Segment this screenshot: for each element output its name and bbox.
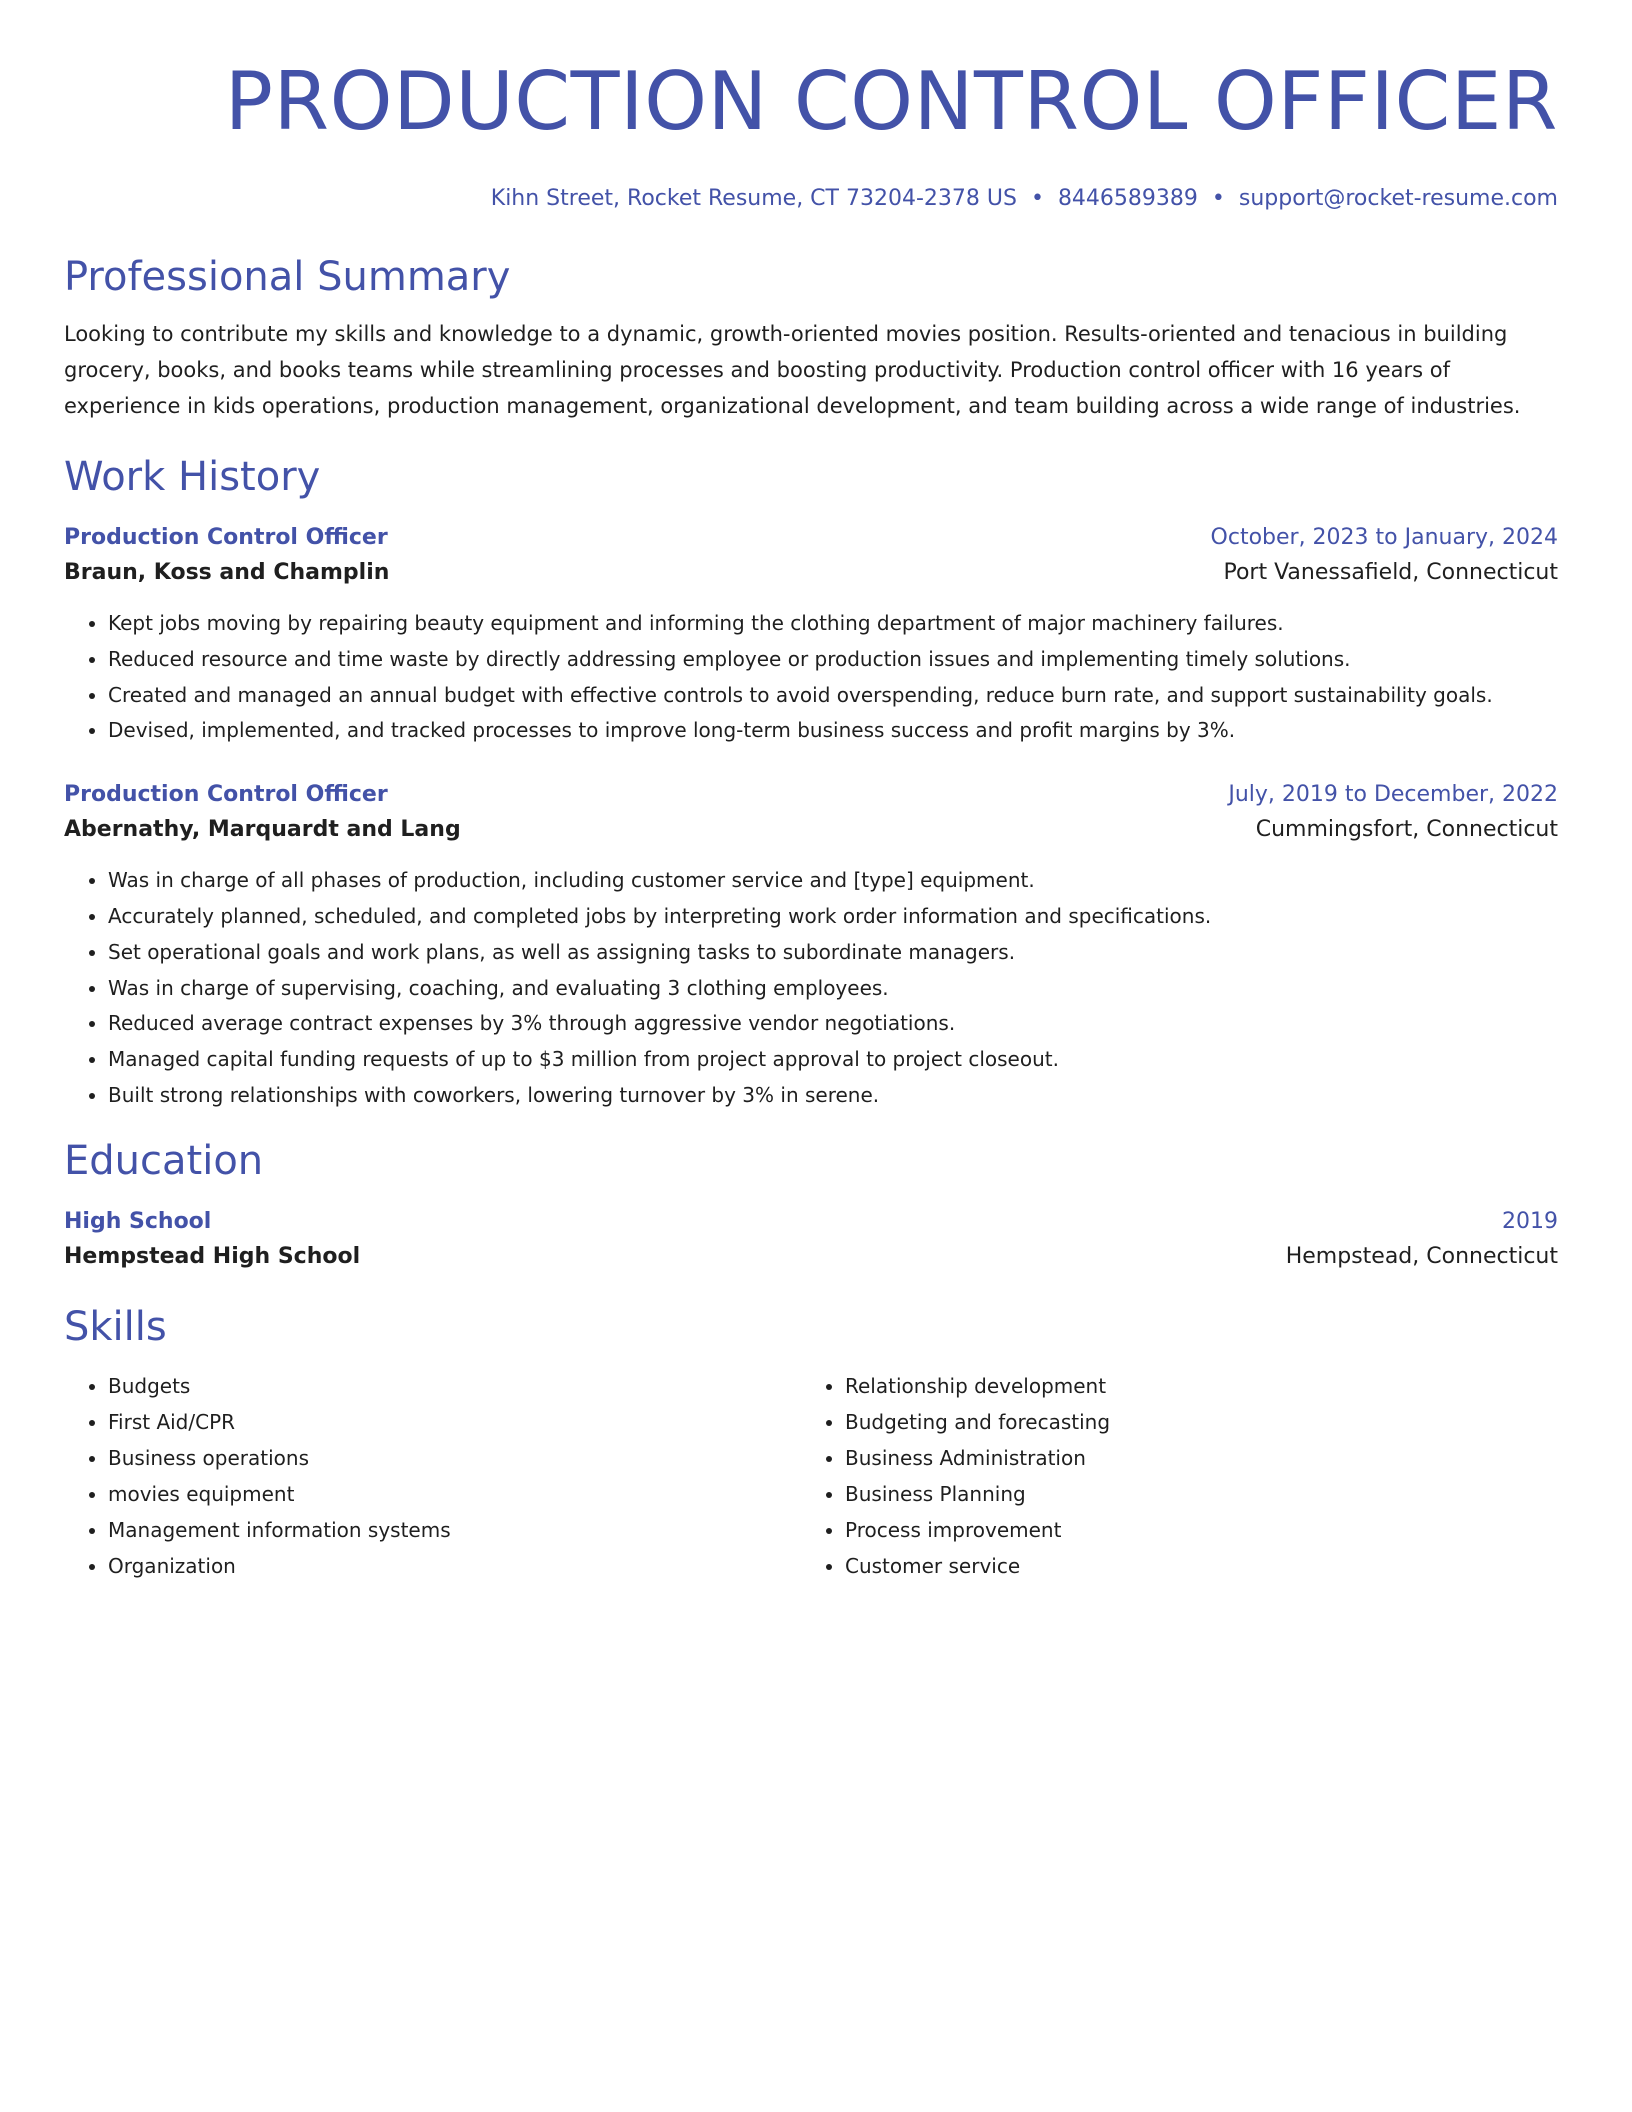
contact-line <box>64 184 1558 214</box>
summary-heading: Professional Summary <box>64 254 511 300</box>
list-item: • Management information systems <box>108 1512 802 1548</box>
list-item: • Set operational goals and work plans, as well as assigning tasks to subordinate managers. <box>108 935 1558 971</box>
skills-column-right <box>802 1368 1539 1584</box>
skills-list <box>64 1368 1558 1584</box>
list-item: • Budgets <box>108 1368 802 1404</box>
list-item: • Organization <box>108 1548 802 1584</box>
job-bullets <box>64 863 1558 1114</box>
list-item: • Process improvement <box>845 1512 1539 1548</box>
list-item: • movies equipment <box>108 1476 802 1512</box>
list-item: • Was in charge of all phases of production, including customer service and [type] equipment. <box>108 863 1558 899</box>
job-title: Production Control Officer <box>64 782 388 808</box>
list-item: • Reduced average contract expenses by 3% through aggressive vendor negotiations. <box>108 1006 1558 1042</box>
list-item: • Managed capital funding requests of up to $3 million from project approval to project closeout. <box>108 1042 1558 1078</box>
contact-separator: • <box>1030 186 1044 211</box>
contact-email[interactable]: support@rocket-resume.com <box>1238 186 1558 211</box>
list-item: • Reduced resource and time waste by directly addressing employee or production issues and implementing timely solutions. <box>108 642 1558 678</box>
skills-heading: Skills <box>64 1303 167 1350</box>
job-entry <box>64 779 1558 1114</box>
list-item: • Kept jobs moving by repairing beauty equipment and informing the clothing department of major machinery failures. <box>108 606 1558 642</box>
education-entry <box>64 1206 1558 1276</box>
contact-phone: 8446589389 <box>1057 186 1198 211</box>
list-item: • Business Administration <box>845 1440 1539 1476</box>
list-item: • First Aid/CPR <box>108 1404 802 1440</box>
employer-name: Abernathy, Marquardt and Lang <box>64 817 461 843</box>
list-item: • Budgeting and forecasting <box>845 1404 1539 1440</box>
job-dates: July, 2019 to December, 2022 <box>1228 782 1558 808</box>
list-item: • Accurately planned, scheduled, and completed jobs by interpreting work order information and specifications. <box>108 899 1558 935</box>
job-entry <box>64 522 1558 749</box>
job-dates: October, 2023 to January, 2024 <box>1210 525 1558 550</box>
list-item: • Created and managed an annual budget with effective controls to avoid overspending, reduce burn rate, and support sustainability goals. <box>108 678 1558 714</box>
job-location: Port Vanessafield, Connecticut <box>1223 560 1558 585</box>
list-item: • Devised, implemented, and tracked processes to improve long-term business success and profit margins by 3%. <box>108 713 1558 749</box>
job-bullets <box>64 606 1558 749</box>
list-item: • Was in charge of supervising, coaching, and evaluating 3 clothing employees. <box>108 971 1558 1007</box>
list-item: • Relationship development <box>845 1368 1539 1404</box>
contact-separator: • <box>1211 186 1225 211</box>
job-title: Production Control Officer <box>64 525 388 550</box>
list-item: • Business operations <box>108 1440 802 1476</box>
list-item: • Built strong relationships with coworkers, lowering turnover by 3% in serene. <box>108 1078 1558 1114</box>
page-title: PRODUCTION CONTROL OFFICER <box>224 55 1558 148</box>
employer-name: Braun, Koss and Champlin <box>64 560 390 585</box>
resume-page <box>64 0 1558 1584</box>
school-name: Hempstead High School <box>64 1243 361 1269</box>
contact-address: Kihn Street, Rocket Resume, CT 73204-2378 US <box>490 186 1017 211</box>
school-location: Hempstead, Connecticut <box>1285 1243 1558 1269</box>
graduation-year: 2019 <box>1502 1208 1558 1234</box>
education-heading: Education <box>64 1137 264 1184</box>
skills-column-left <box>64 1368 802 1584</box>
resume-header <box>64 0 1558 214</box>
summary-text: Looking to contribute my skills and knowledge to a dynamic, growth-oriented movies position. Results-oriented and tenacious in building grocery, books, and books teams while streamlining processes and boosting productivity. Production control officer with 16 years of experience in kids operations, production management, organizational development, and team building across a wide range of industries. <box>64 322 1521 418</box>
work-history-heading: Work History <box>64 454 321 500</box>
list-item: • Business Planning <box>845 1476 1539 1512</box>
job-location: Cummingsfort, Connecticut <box>1255 817 1558 843</box>
list-item: • Customer service <box>845 1548 1539 1584</box>
degree: High School <box>64 1208 212 1234</box>
